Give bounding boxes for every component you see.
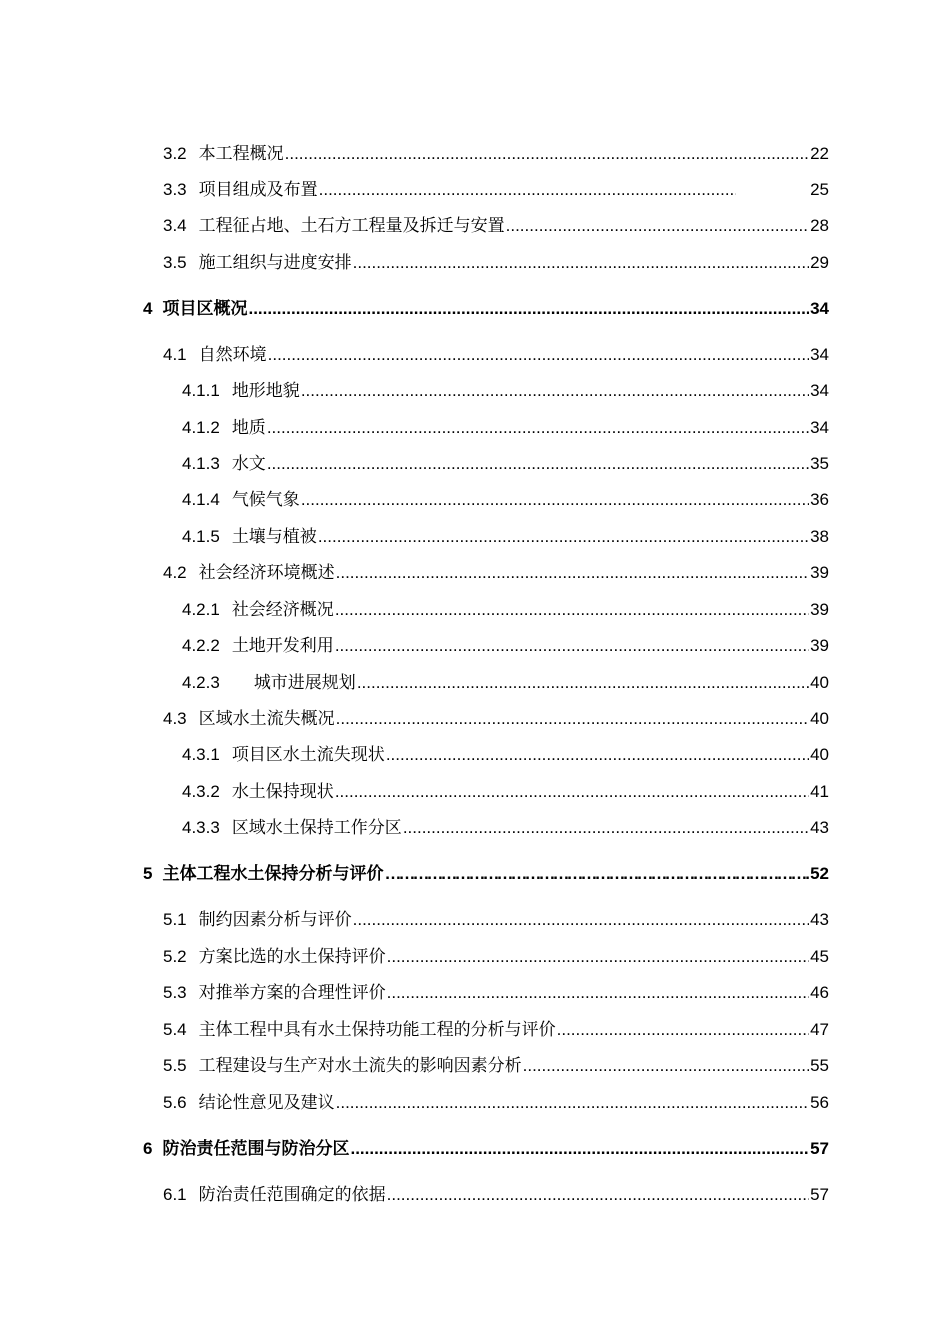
toc-entry[interactable]: [182, 448, 829, 474]
toc-dot-leader: [267, 418, 809, 438]
toc-entry-title: 城市进展规划: [253, 673, 356, 692]
toc-entry-title: 地形地貌: [231, 381, 300, 400]
toc-dot-leader: [335, 600, 809, 620]
toc-entry-title: 防治责任范围确定的依据: [198, 1185, 386, 1204]
toc-dot-leader: [384, 864, 809, 884]
toc-entry-number: 4.1.3: [182, 454, 220, 473]
toc-entry-title: 防治责任范围与防治分区: [162, 1139, 350, 1158]
toc-entry-title: 项目区水土流失现状: [231, 745, 385, 764]
toc-entry-page-number: 40: [810, 745, 829, 764]
toc-entry-page-number: 34: [810, 418, 829, 437]
toc-entry[interactable]: [182, 739, 829, 765]
toc-entry-number: 4.3.3: [182, 818, 220, 837]
toc-entry-page-number: 38: [810, 527, 829, 546]
toc-entry-page-number: 34: [810, 381, 829, 400]
toc-dot-leader: [336, 563, 809, 583]
toc-dot-leader: [319, 180, 736, 200]
toc-entry[interactable]: [182, 630, 829, 656]
toc-entry-page-number: 45: [810, 947, 829, 966]
toc-entry-number: 4.1.2: [182, 418, 220, 437]
toc-entry-page-number: 25: [810, 180, 829, 199]
toc-entry-page-number: 39: [810, 563, 829, 582]
toc-dot-leader: [335, 636, 809, 656]
toc-dot-leader: [248, 299, 809, 319]
toc-entry[interactable]: [143, 293, 829, 319]
toc-dot-leader: [557, 1020, 809, 1040]
toc-entry-number: 4.3.1: [182, 745, 220, 764]
toc-entry-title: 水文: [231, 454, 266, 473]
toc-dot-leader: [268, 345, 809, 365]
toc-dot-leader: [301, 381, 809, 401]
toc-entry-page-number: 52: [810, 864, 829, 883]
toc-entry-title: 区域水土流失概况: [198, 709, 335, 728]
toc-entry-number: 4.3.2: [182, 782, 220, 801]
toc-entry-number: 4.1.5: [182, 527, 220, 546]
toc-entry[interactable]: [182, 412, 829, 438]
toc-entry-title: 主体工程中具有水土保持功能工程的分析与评价: [198, 1020, 556, 1039]
toc-entry-number: 5.5: [163, 1056, 187, 1075]
toc-dot-leader: [357, 673, 809, 693]
toc-dot-leader: [506, 216, 809, 236]
toc-dot-leader: [301, 490, 809, 510]
toc-entry-title: 项目区概况: [162, 299, 248, 318]
toc-entry-page-number: 55: [810, 1056, 829, 1075]
toc-entry-number: 4.2.1: [182, 600, 220, 619]
toc-entry[interactable]: [163, 904, 829, 930]
toc-entry-number: 4.2.3: [182, 673, 220, 692]
toc-entry-page-number: 39: [810, 600, 829, 619]
toc-entry-title: 地质: [231, 418, 266, 437]
toc-entry-title: 自然环境: [198, 345, 267, 364]
toc-entry-number: 6: [143, 1139, 153, 1158]
toc-entry-number: 3.2: [163, 144, 187, 163]
toc-entry-page-number: 46: [810, 983, 829, 1002]
toc-entry-page-number: 57: [810, 1139, 829, 1158]
toc-entry[interactable]: [163, 1087, 829, 1113]
toc-dot-leader: [336, 1093, 809, 1113]
toc-entry[interactable]: [163, 210, 829, 236]
toc-entry-number: 5: [143, 864, 153, 883]
toc-entry-number: 5.3: [163, 983, 187, 1002]
toc-dot-leader: [336, 709, 809, 729]
toc-entry-page-number: 56: [810, 1093, 829, 1112]
toc-entry[interactable]: [163, 138, 829, 164]
toc-entry[interactable]: [163, 339, 829, 365]
toc-entry-title: 本工程概况: [198, 144, 284, 163]
toc-entry[interactable]: [163, 703, 829, 729]
toc-entry[interactable]: [163, 977, 829, 1003]
toc-dot-leader: [353, 253, 809, 273]
toc-entry-title: 工程建设与生产对水土流失的影响因素分析: [198, 1056, 522, 1075]
toc-entry[interactable]: [182, 776, 829, 802]
toc-entry-page-number: 29: [810, 253, 829, 272]
toc-entry[interactable]: [163, 941, 829, 967]
toc-dot-leader: [350, 1139, 809, 1159]
toc-dot-leader: [318, 527, 809, 547]
toc-entry-number: 4.1: [163, 345, 187, 364]
toc-entry[interactable]: [182, 484, 829, 510]
toc-entry[interactable]: [182, 521, 829, 547]
toc-entry-title: 社会经济环境概述: [198, 563, 335, 582]
toc-entry-page-number: 43: [810, 818, 829, 837]
toc-entry-title: 制约因素分析与评价: [198, 910, 352, 929]
toc-entry[interactable]: [182, 375, 829, 401]
toc-entry-page-number: 43: [810, 910, 829, 929]
toc-entry-number: 3.5: [163, 253, 187, 272]
toc-dot-leader: [386, 745, 809, 765]
toc-entry-number: 4.1.4: [182, 490, 220, 509]
toc-entry-page-number: 36: [810, 490, 829, 509]
toc-entry-title: 方案比选的水土保持评价: [198, 947, 386, 966]
toc-entry-number: 3.3: [163, 180, 187, 199]
toc-entry-number: 6.1: [163, 1185, 187, 1204]
toc-entry-page-number: 34: [810, 345, 829, 364]
toc-entry-number: 4.2: [163, 563, 187, 582]
toc-entry[interactable]: [143, 858, 829, 884]
toc-entry-number: 5.4: [163, 1020, 187, 1039]
toc-entry-page-number: 40: [810, 673, 829, 692]
toc-entry-page-number: 28: [810, 216, 829, 235]
toc-entry-page-number: 22: [810, 144, 829, 163]
toc-entry-title: 结论性意见及建议: [198, 1093, 335, 1112]
toc-entry[interactable]: [143, 1133, 829, 1159]
toc-entry[interactable]: [163, 247, 829, 273]
toc-entry[interactable]: [163, 174, 829, 200]
toc-dot-leader: [335, 782, 809, 802]
toc-entry-number: 4.3: [163, 709, 187, 728]
toc-entry-title: 水土保持现状: [231, 782, 334, 801]
toc-entry-number: 4.1.1: [182, 381, 220, 400]
toc-entry-title: 工程征占地、土石方工程量及拆迁与安置: [198, 216, 505, 235]
toc-dot-leader: [403, 818, 809, 838]
toc-entry-page-number: 34: [810, 299, 829, 318]
toc-entry-page-number: 57: [810, 1185, 829, 1204]
toc-dot-leader: [523, 1056, 809, 1076]
toc-entry-number: 5.6: [163, 1093, 187, 1112]
toc-entry-number: 4.2.2: [182, 636, 220, 655]
toc-entry[interactable]: [163, 1014, 829, 1040]
toc-entry-title: 土地开发利用: [231, 636, 334, 655]
toc-entry[interactable]: [182, 667, 829, 693]
toc-entry-title: 项目组成及布置: [198, 180, 318, 199]
toc-dot-leader: [285, 144, 809, 164]
toc-entry-title: 土壤与植被: [231, 527, 317, 546]
toc-entry-number: 5.1: [163, 910, 187, 929]
toc-entry[interactable]: [163, 557, 829, 583]
toc-entry-title: 气候气象: [231, 490, 300, 509]
toc-entry-number: 4: [143, 299, 153, 318]
toc-dot-leader: [267, 454, 809, 474]
toc-entry[interactable]: [182, 812, 829, 838]
toc-entry-page-number: 41: [810, 782, 829, 801]
toc-entry-page-number: 39: [810, 636, 829, 655]
toc-dot-leader: [353, 910, 809, 930]
toc-entry[interactable]: [182, 594, 829, 620]
toc-entry-number: 5.2: [163, 947, 187, 966]
toc-entry-title: 施工组织与进度安排: [198, 253, 352, 272]
toc-entry-title: 主体工程水土保持分析与评价: [162, 864, 384, 883]
toc-entry-number: 3.4: [163, 216, 187, 235]
toc-entry[interactable]: [163, 1050, 829, 1076]
toc-entry-title: 对推举方案的合理性评价: [198, 983, 386, 1002]
toc-entry-page-number: 47: [810, 1020, 829, 1039]
toc-entry-page-number: 35: [810, 454, 829, 473]
toc-dot-leader: [387, 947, 809, 967]
toc-entry[interactable]: [163, 1179, 829, 1205]
toc-dot-leader: [387, 1185, 809, 1205]
toc-dot-leader: [387, 983, 809, 1003]
toc-entry-title: 社会经济概况: [231, 600, 334, 619]
toc-entry-title: 区域水土保持工作分区: [231, 818, 402, 837]
toc-entry-page-number: 40: [810, 709, 829, 728]
